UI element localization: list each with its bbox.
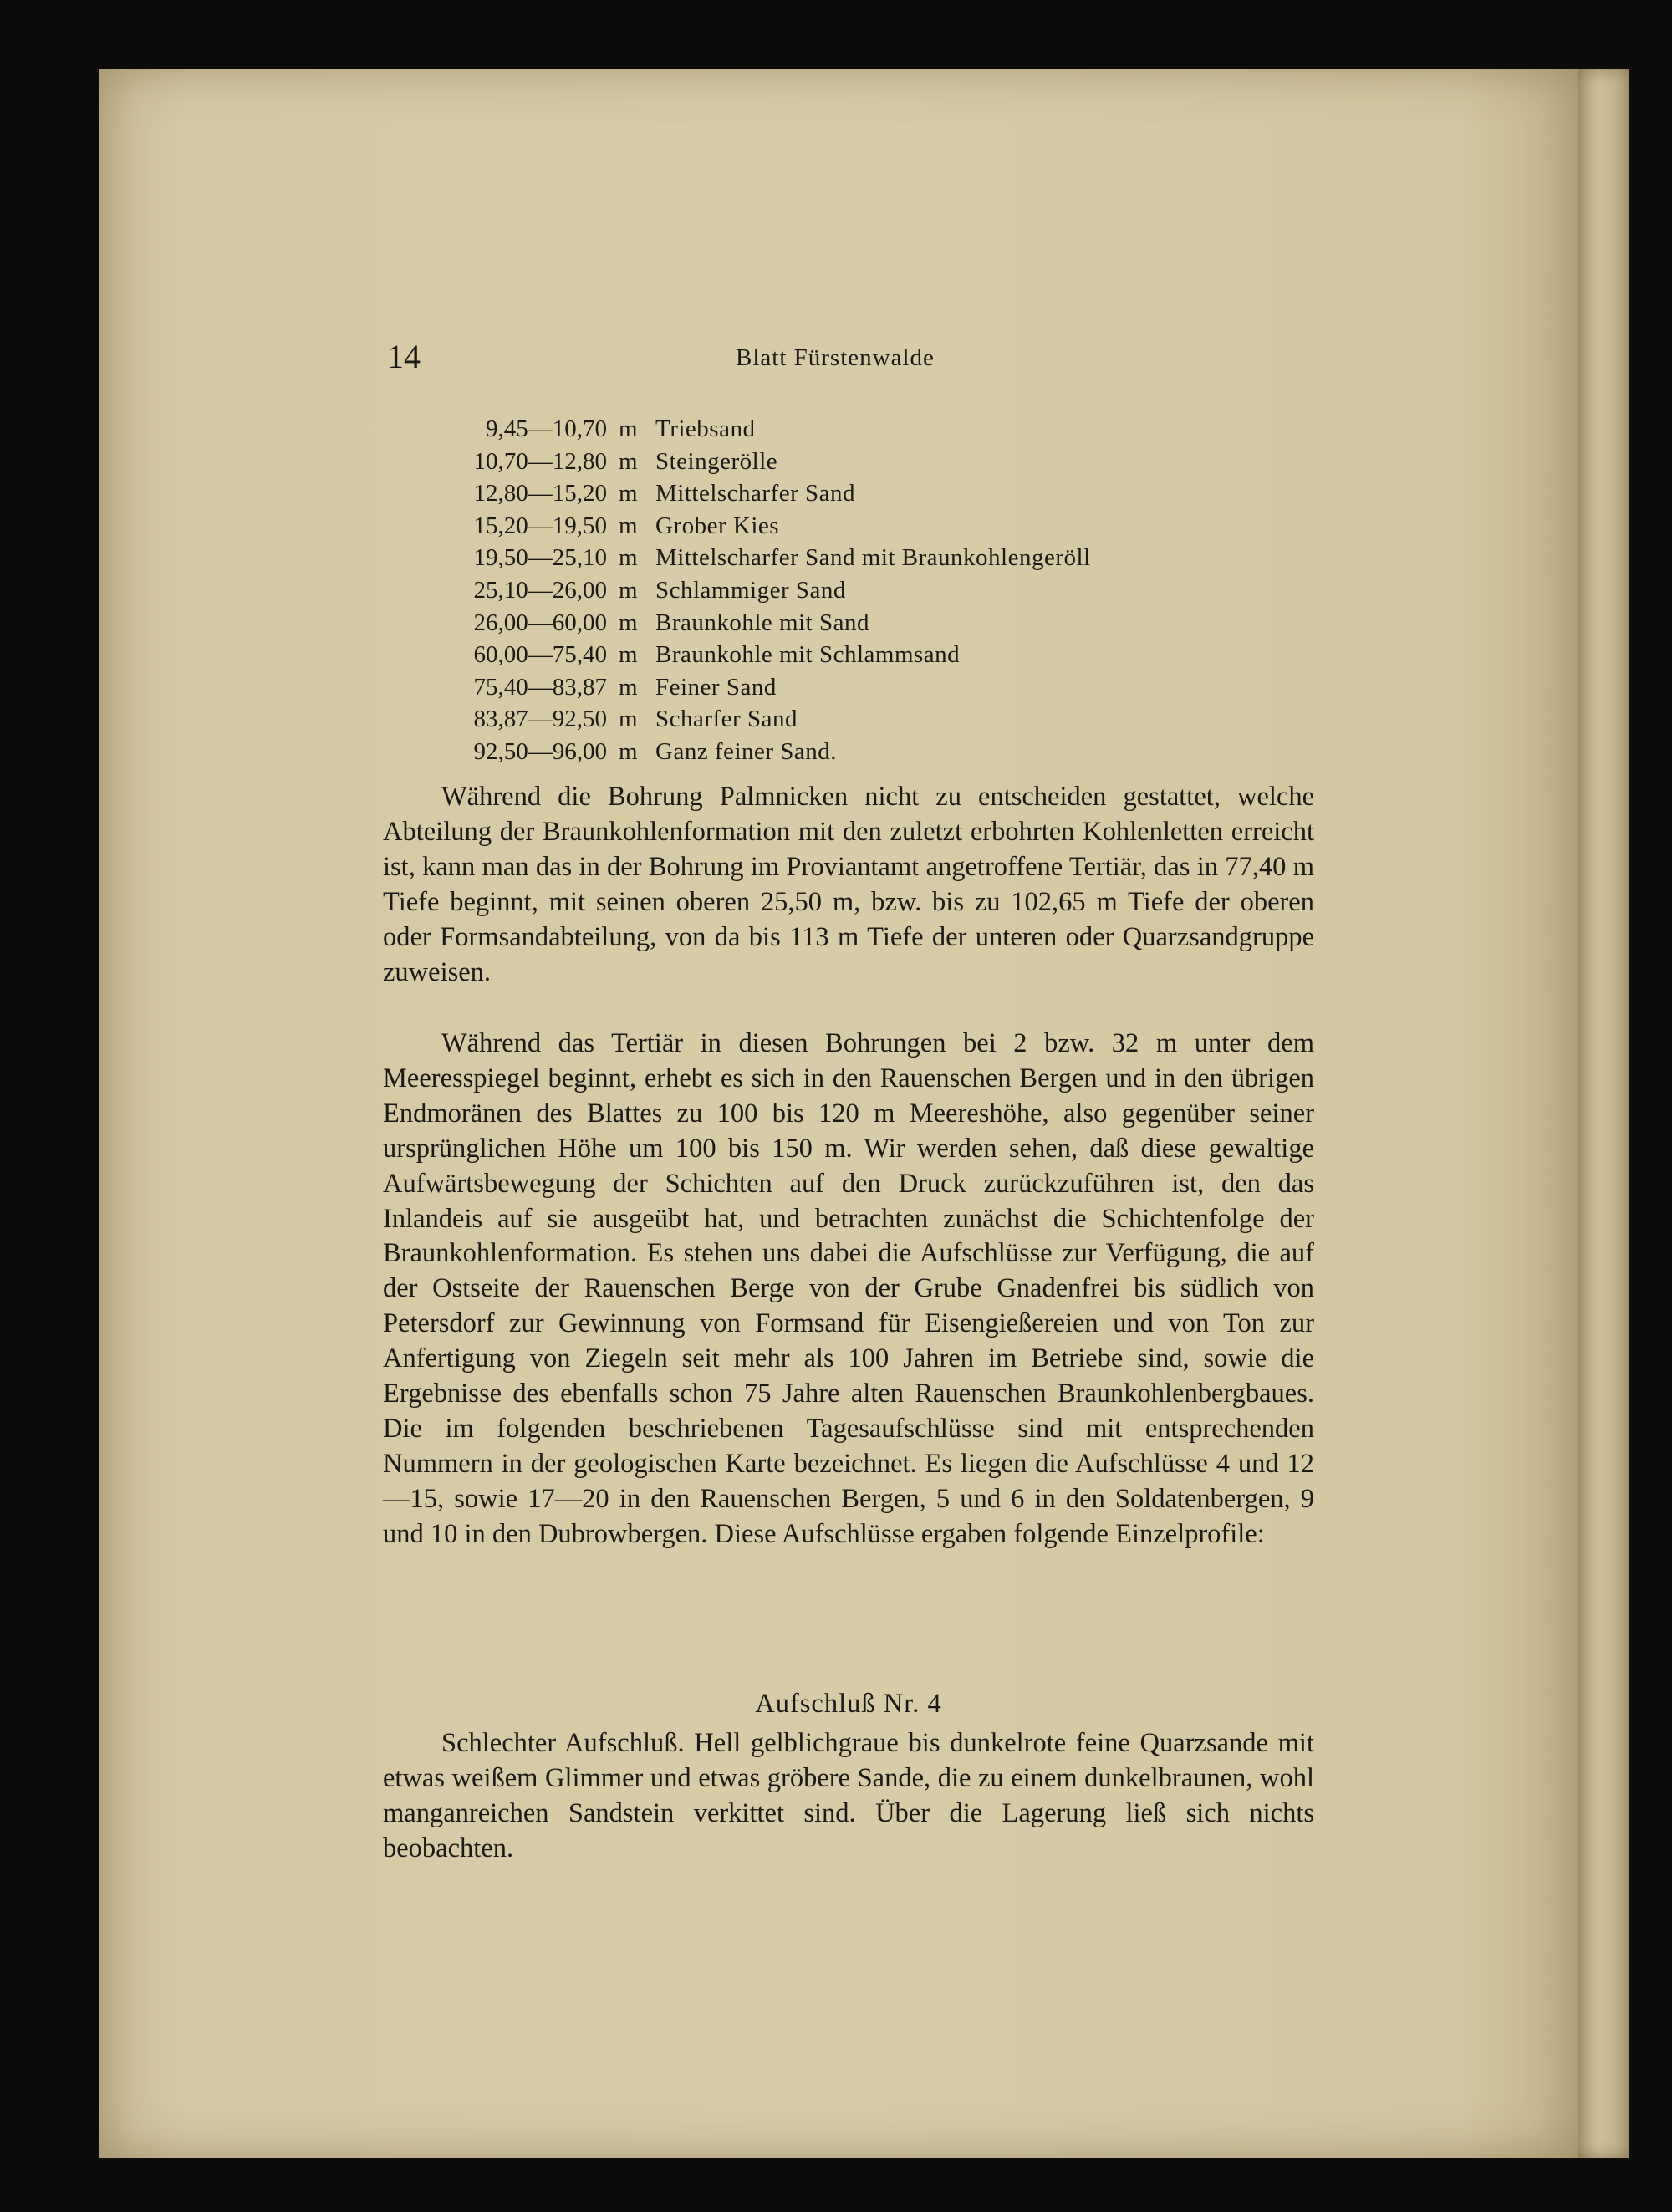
depth-unit: m <box>619 415 638 442</box>
depth-unit: m <box>619 737 638 765</box>
section-heading: Aufschluß Nr. 4 <box>755 1689 942 1719</box>
table-row <box>451 703 1091 736</box>
depth-unit: m <box>619 673 638 701</box>
material: Steingerölle <box>655 447 778 475</box>
depth-range: 9,45—10,70 <box>486 415 607 442</box>
depth-range: 10,70—12,80 <box>473 447 607 475</box>
table-row <box>451 574 1091 607</box>
material: Triebsand <box>655 415 756 442</box>
depth-unit: m <box>619 641 638 669</box>
material: Schlammiger Sand <box>655 576 846 604</box>
depth-unit: m <box>619 447 638 475</box>
page-number: 14 <box>387 338 421 375</box>
material: Braunkohle mit Schlammsand <box>655 641 961 669</box>
paragraph-2: Während das Tertiär in diesen Bohrungen bei 2 bzw. 32 m unter dem Meeresspiegel beginnt, erhebt es sich in den Rauenschen Bergen und in den übrigen Endmoränen des Blattes zu 100 bis 120 m Meereshöhe, also gegenüber seiner ursprünglichen Höhe um 100 bis 150 m. Wir werden sehen, daß diese gewaltige Aufwärtsbewegung der Schichten auf den Druck zurückzuführen ist, den das Inlandeis auf sie ausgeübt hat, und betrachten zunächst die Schichtenfolge der Braunkohlenformation. Es stehen uns dabei die Aufschlüsse zur Verfügung, die auf der Ostseite der Rauenschen Berge von der Grube Gnadenfrei bis südlich von Petersdorf zur Gewinnung von Formsand für Eisengießereien und von Ton zur Anfertigung von Ziegeln seit mehr als 100 Jahren im Betriebe sind, sowie die Ergebnisse des ebenfalls schon 75 Jahre alten Rauenschen Braunkohlenbergbaues. Die im folgenden beschriebenen Tagesaufschlüsse sind mit entsprechenden Nummern in der geologischen Karte bezeichnet. Es liegen die Aufschlüsse 4 und 12—15, sowie 17—20 in den Rauenschen Bergen, 5 und 6 in den Soldatenbergen, 9 und 10 in den Dubrowbergen. Diese Aufschlüsse ergaben folgende Einzelprofile: <box>383 1028 1314 1549</box>
depth-range: 26,00—60,00 <box>473 609 607 636</box>
material: Feiner Sand <box>655 673 777 701</box>
table-row <box>451 542 1091 574</box>
table-row <box>451 510 1091 543</box>
table-row <box>451 639 1091 671</box>
depth-unit: m <box>619 480 638 507</box>
depth-range: 25,10—26,00 <box>473 576 607 604</box>
table-row <box>451 671 1091 704</box>
material: Ganz feiner Sand. <box>655 737 838 765</box>
depth-range: 60,00—75,40 <box>473 641 607 669</box>
material: Scharfer Sand <box>655 706 798 733</box>
depth-range: 75,40—83,87 <box>473 673 607 701</box>
table-row <box>451 607 1091 640</box>
material: Mittelscharfer Sand mit Braunkohlengeröll <box>655 544 1091 572</box>
table-row <box>451 413 1091 446</box>
depth-range: 83,87—92,50 <box>473 706 607 733</box>
table-row <box>451 477 1091 510</box>
page-edge <box>1578 69 1629 2158</box>
table-row <box>451 736 1091 768</box>
depth-range: 92,50—96,00 <box>473 737 607 765</box>
depth-range: 19,50—25,10 <box>473 544 607 572</box>
running-head: Blatt Fürstenwalde <box>736 344 935 371</box>
depth-unit: m <box>619 706 638 733</box>
depth-range: 15,20—19,50 <box>473 512 607 539</box>
depth-unit: m <box>619 544 638 572</box>
depth-range: 12,80—15,20 <box>473 480 607 507</box>
paragraph-1: Während die Bohrung Palmnicken nicht zu entscheiden gestattet, welche Abteilung der Braunkohlenformation mit den zuletzt erbohrten Kohlenletten erreicht ist, kann man das in der Bohrung im Proviantamt angetroffene Tertiär, das in 77,40 m Tiefe beginnt, mit seinen oberen 25,50 m, bzw. bis zu 102,65 m Tiefe der oberen oder Formsandabteilung, von da bis 113 m Tiefe der unteren oder Quarzsandgruppe zuweisen. <box>383 782 1314 987</box>
material: Braunkohle mit Sand <box>655 609 869 636</box>
table-row <box>451 446 1091 478</box>
depth-unit: m <box>619 609 638 636</box>
depth-unit: m <box>619 512 638 539</box>
drilling-profile-table <box>451 413 1091 768</box>
paragraph-3: Schlechter Aufschluß. Hell gelblichgraue bis dunkelrote feine Quarzsande mit etwas weißem Glimmer und etwas gröbere Sande, die zu einem dunkelbraunen, wohl manganreichen Sandstein verkittet sind. Über die Lagerung ließ sich nichts beobachten. <box>383 1728 1314 1863</box>
material: Mittelscharfer Sand <box>655 480 856 507</box>
material: Grober Kies <box>655 512 780 539</box>
depth-unit: m <box>619 576 638 604</box>
